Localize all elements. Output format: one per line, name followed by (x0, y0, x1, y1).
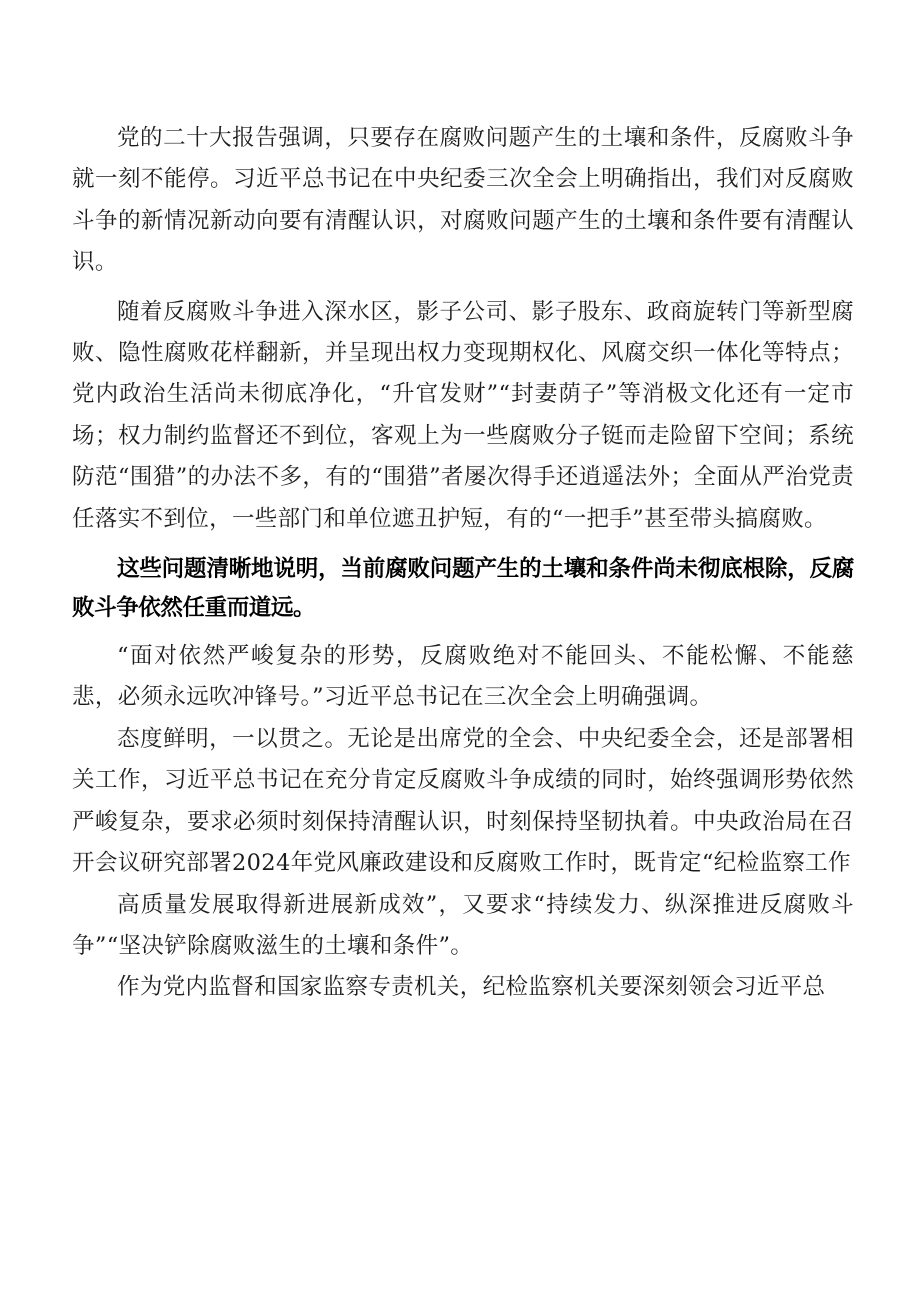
paragraph-6: 高质量发展取得新进展新成效”，又要求“持续发力、纵深推进反腐败斗争”“坚决铲除腐败滋生的土壤和条件”。 (72, 891, 854, 959)
document-body (72, 118, 854, 1009)
paragraph-4-quote: “面对依然严峻复杂的形势，反腐败绝对不能回头、不能松懈、不能慈悲，必须永远吹冲锋号。”习近平总书记在三次全会上明确强调。 (72, 643, 854, 711)
paragraph-1: 党的二十大报告强调，只要存在腐败问题产生的土壤和条件，反腐败斗争就一刻不能停。习近平总书记在中央纪委三次全会上明确指出，我们对反腐败斗争的新情况新动向要有清醒认识，对腐败问题产生的土壤和条件要有清醒认识。 (72, 125, 854, 276)
paragraph-5: 态度鲜明，一以贯之。无论是出席党的全会、中央纪委全会，还是部署相关工作，习近平总书记在充分肯定反腐败斗争成绩的同时，始终强调形势依然严峻复杂，要求必须时刻保持清醒认识，时刻保持坚韧执着。中央政治局在召开会议研究部署2024年党风廉政建设和反腐败工作时，既肯定“纪检监察工作 (72, 725, 854, 877)
paragraph-7: 作为党内监督和国家监察专责机关，纪检监察机关要深刻领会习近平总 (117, 974, 826, 1001)
paragraph-3-emphasis: 这些问题清晰地说明，当前腐败问题产生的土壤和条件尚未彻底根除，反腐败斗争依然任重而道远。 (72, 556, 854, 622)
paragraph-2: 随着反腐败斗争进入深水区，影子公司、影子股东、政商旋转门等新型腐败、隐性腐败花样翻新，并呈现出权力变现期权化、风腐交织一体化等特点；党内政治生活尚未彻底净化，“升官发财”“封妻荫子”等消极文化还有一定市场；权力制约监督还不到位，客观上为一些腐败分子铤而走险留下空间；系统防范“围猎”的办法不多，有的“围猎”者屡次得手还逍遥法外；全面从严治党责任落实不到位，一些部门和单位遮丑护短，有的“一把手”甚至带头搞腐败。 (72, 298, 854, 532)
